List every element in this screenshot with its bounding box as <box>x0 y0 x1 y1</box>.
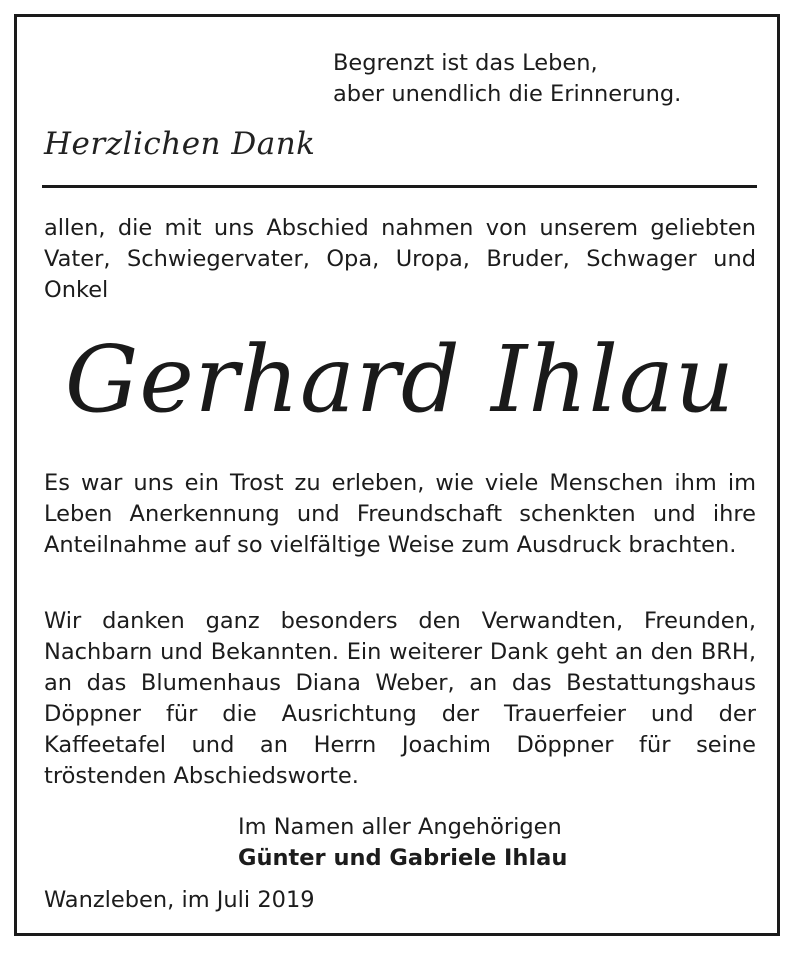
intro-text: allen, die mit uns Abschied nahmen von unserem geliebten Vater, Schwiegervater, Opa, Uropa, Bruder, Schwager und Onkel <box>44 215 756 303</box>
paragraph-dank: Wir danken ganz besonders den Verwandten, Freunden, Nachbarn und Bekannten. Ein weiterer Dank geht an den BRH, an das Blumenhaus Diana Weber, an das Bestattungshaus Döppner für die Ausrichtung der Trauerfeier und der Kaffeetafel und an Herrn Joachim Döppner für seine tröstenden Abschiedsworte. <box>44 608 756 789</box>
paragraph-trost: Es war uns ein Trost zu erleben, wie viele Menschen ihm im Leben Anerkennung und Freundschaft schenkten und ihre Anteilnahme auf so vielfältige Weise zum Ausdruck brachten. <box>44 470 756 558</box>
signature-names: Günter und Gabriele Ihlau <box>238 845 568 871</box>
motto <box>333 48 763 110</box>
motto-line-1: Begrenzt ist das Leben, <box>333 50 598 76</box>
motto-line-2: aber unendlich die Erinnerung. <box>333 81 682 107</box>
thanks-heading: Herzlichen Dank <box>44 126 316 162</box>
heading-divider <box>42 185 757 188</box>
place-date: Wanzleben, im Juli 2019 <box>44 887 315 913</box>
signature-intro: Im Namen aller Angehörigen <box>238 814 562 840</box>
deceased-name: Gerhard Ihlau <box>64 326 736 433</box>
